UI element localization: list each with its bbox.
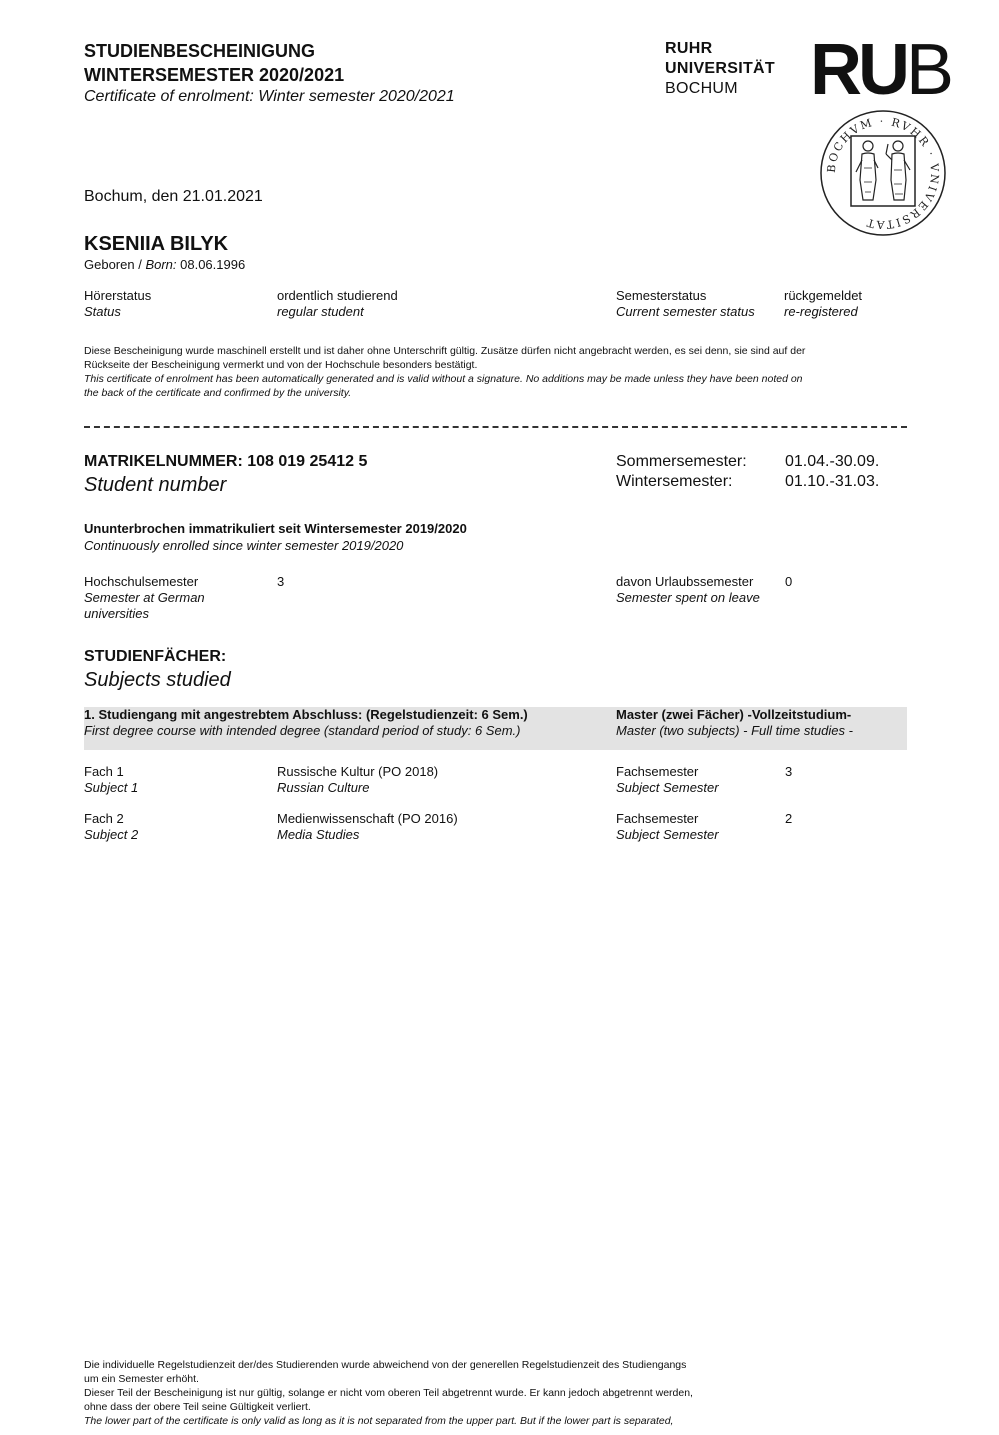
subject-2-label-en: Subject 2: [84, 827, 139, 842]
degree-course-en: First degree course with intended degree (standard period of study: 6 Sem.): [84, 723, 521, 738]
footer-line-3: Dieser Teil der Bescheinigung ist nur gültig, solange er nicht vom oberen Teil abgetrennt wurde. Er kann jedoch abgetrennt werden,: [84, 1387, 693, 1399]
semester-status-value-en: re-registered: [784, 304, 858, 319]
subject-2-semester-value: 2: [785, 811, 793, 826]
university-semesters-label-en1: Semester at German: [84, 590, 205, 605]
university-semesters-value: 3: [277, 574, 285, 589]
footer-line-4: ohne dass der obere Teil seine Gültigkeit verliert.: [84, 1401, 311, 1413]
subject-2-name-en: Media Studies: [277, 827, 360, 842]
leave-semesters-label: [616, 574, 760, 606]
born-label-de: Geboren /: [84, 257, 146, 272]
document-subtitle: Certificate of enrolment: Winter semester 2020/2021: [84, 88, 455, 105]
enrolled-since-en: Continuously enrolled since winter semester 2019/2020: [84, 538, 404, 553]
hoerer-status-label-de: Hörerstatus: [84, 288, 152, 303]
notice-en-line1: This certificate of enrolment has been automatically generated and is valid without a signature. No additions may be made unless they have been noted on: [84, 373, 803, 385]
hoerer-status-value: [277, 288, 398, 320]
university-semesters-label: [84, 574, 205, 622]
winter-semester-label: Wintersemester:: [616, 473, 733, 490]
rub-logo: [810, 30, 951, 110]
rub-logo-b: B: [906, 30, 951, 110]
subjects-title: STUDIENFÄCHER:: [84, 648, 227, 665]
university-line-ruhr: RUHR: [665, 40, 713, 57]
subject-2-name: [277, 811, 458, 843]
cut-line-divider: [84, 426, 907, 428]
university-seal-icon: [818, 108, 948, 238]
notice-de-line2: Rückseite der Bescheinigung vermerkt und von der Hochschule besonders bestätigt.: [84, 359, 478, 371]
subject-1-name: [277, 764, 438, 796]
university-semesters-label-en2: universities: [84, 606, 150, 621]
degree-type-en: Master (two subjects) - Full time studies -: [616, 723, 853, 738]
subject-1-semester-label: [616, 764, 719, 796]
subject-1-label: [84, 764, 138, 796]
subject-2-name-de: Medienwissenschaft (PO 2016): [277, 811, 458, 826]
semester-status-label: [616, 288, 755, 320]
summer-semester-label: Sommersemester:: [616, 453, 747, 470]
university-wordmark: [665, 39, 775, 99]
validity-notice: [84, 344, 914, 400]
semester-status-value-de: rückgemeldet: [784, 288, 863, 303]
hoerer-status-value-de: ordentlich studierend: [277, 288, 398, 303]
born-line: [84, 257, 245, 273]
degree-course: [84, 707, 528, 739]
leave-semesters-label-en: Semester spent on leave: [616, 590, 760, 605]
university-line-universitaet: UNIVERSITÄT: [665, 60, 775, 77]
university-semesters-label-de: Hochschulsemester: [84, 574, 199, 589]
subject-2-semester-label: [616, 811, 719, 843]
footer-line-1: Die individuelle Regelstudienzeit der/des Studierenden wurde abweichend von der generellen Regelstudienzeit des Studiengangs: [84, 1359, 687, 1371]
student-number-label: Student number: [84, 474, 227, 496]
enrolled-since-de: Ununterbrochen immatrikuliert seit Wintersemester 2019/2020: [84, 521, 467, 536]
document-title-semester: WINTERSEMESTER 2020/2021: [84, 65, 345, 85]
born-label-en: Born:: [145, 257, 177, 272]
semester-status-label-en: Current semester status: [616, 304, 755, 319]
degree-course-de: 1. Studiengang mit angestrebtem Abschluss: (Regelstudienzeit: 6 Sem.): [84, 707, 528, 722]
subject-2-label: [84, 811, 138, 843]
subject-1-label-de: Fach 1: [84, 764, 124, 779]
semester-status-value: [784, 288, 862, 320]
subject-1-name-en: Russian Culture: [277, 780, 370, 795]
semester-status-label-de: Semesterstatus: [616, 288, 707, 303]
subjects-subtitle: Subjects studied: [84, 669, 231, 691]
seal-text: BOCHVM · RVHR · VNIVERSITAT: [824, 114, 942, 232]
footer-notes: [84, 1358, 804, 1428]
university-line-bochum: BOCHUM: [665, 80, 738, 97]
winter-semester-value: 01.10.-31.03.: [785, 473, 880, 490]
date-line: Bochum, den 21.01.2021: [84, 188, 263, 205]
hoerer-status-label-en: Status: [84, 304, 121, 319]
document-title: STUDIENBESCHEINIGUNG: [84, 41, 316, 61]
leave-semesters-label-de: davon Urlaubssemester: [616, 574, 754, 589]
enrolled-since: [84, 521, 467, 554]
summer-semester-value: 01.04.-30.09.: [785, 453, 880, 470]
notice-de-line1: Diese Bescheinigung wurde maschinell erstellt und ist daher ohne Unterschrift gültig. Zusätze dürfen nicht angebracht werden, es sei denn, sie sind auf der: [84, 345, 806, 357]
hoerer-status-value-en: regular student: [277, 304, 364, 319]
footer-line-2: um ein Semester erhöht.: [84, 1373, 199, 1385]
subject-1-semester-label-de: Fachsemester: [616, 764, 699, 779]
degree-type: [616, 707, 853, 739]
born-value: 08.06.1996: [176, 257, 246, 272]
subject-2-semester-label-en: Subject Semester: [616, 827, 719, 842]
hoerer-status-label: [84, 288, 151, 320]
subject-2-label-de: Fach 2: [84, 811, 124, 826]
notice-en-line2: the back of the certificate and confirmed by the university.: [84, 387, 352, 399]
subject-1-label-en: Subject 1: [84, 780, 139, 795]
subject-1-semester-label-en: Subject Semester: [616, 780, 719, 795]
leave-semesters-value: 0: [785, 574, 793, 589]
matrikel-number: MATRIKELNUMMER: 108 019 25412 5: [84, 453, 368, 470]
footer-line-5: The lower part of the certificate is only valid as long as it is not separated from the upper part. But if the lower part is separated,: [84, 1415, 674, 1427]
rub-logo-ru: RU: [810, 30, 906, 110]
degree-type-de: Master (zwei Fächer) -Vollzeitstudium-: [616, 707, 852, 722]
subject-1-semester-value: 3: [785, 764, 793, 779]
subject-2-semester-label-de: Fachsemester: [616, 811, 699, 826]
student-name: KSENIIA BILYK: [84, 233, 229, 255]
subject-1-name-de: Russische Kultur (PO 2018): [277, 764, 439, 779]
